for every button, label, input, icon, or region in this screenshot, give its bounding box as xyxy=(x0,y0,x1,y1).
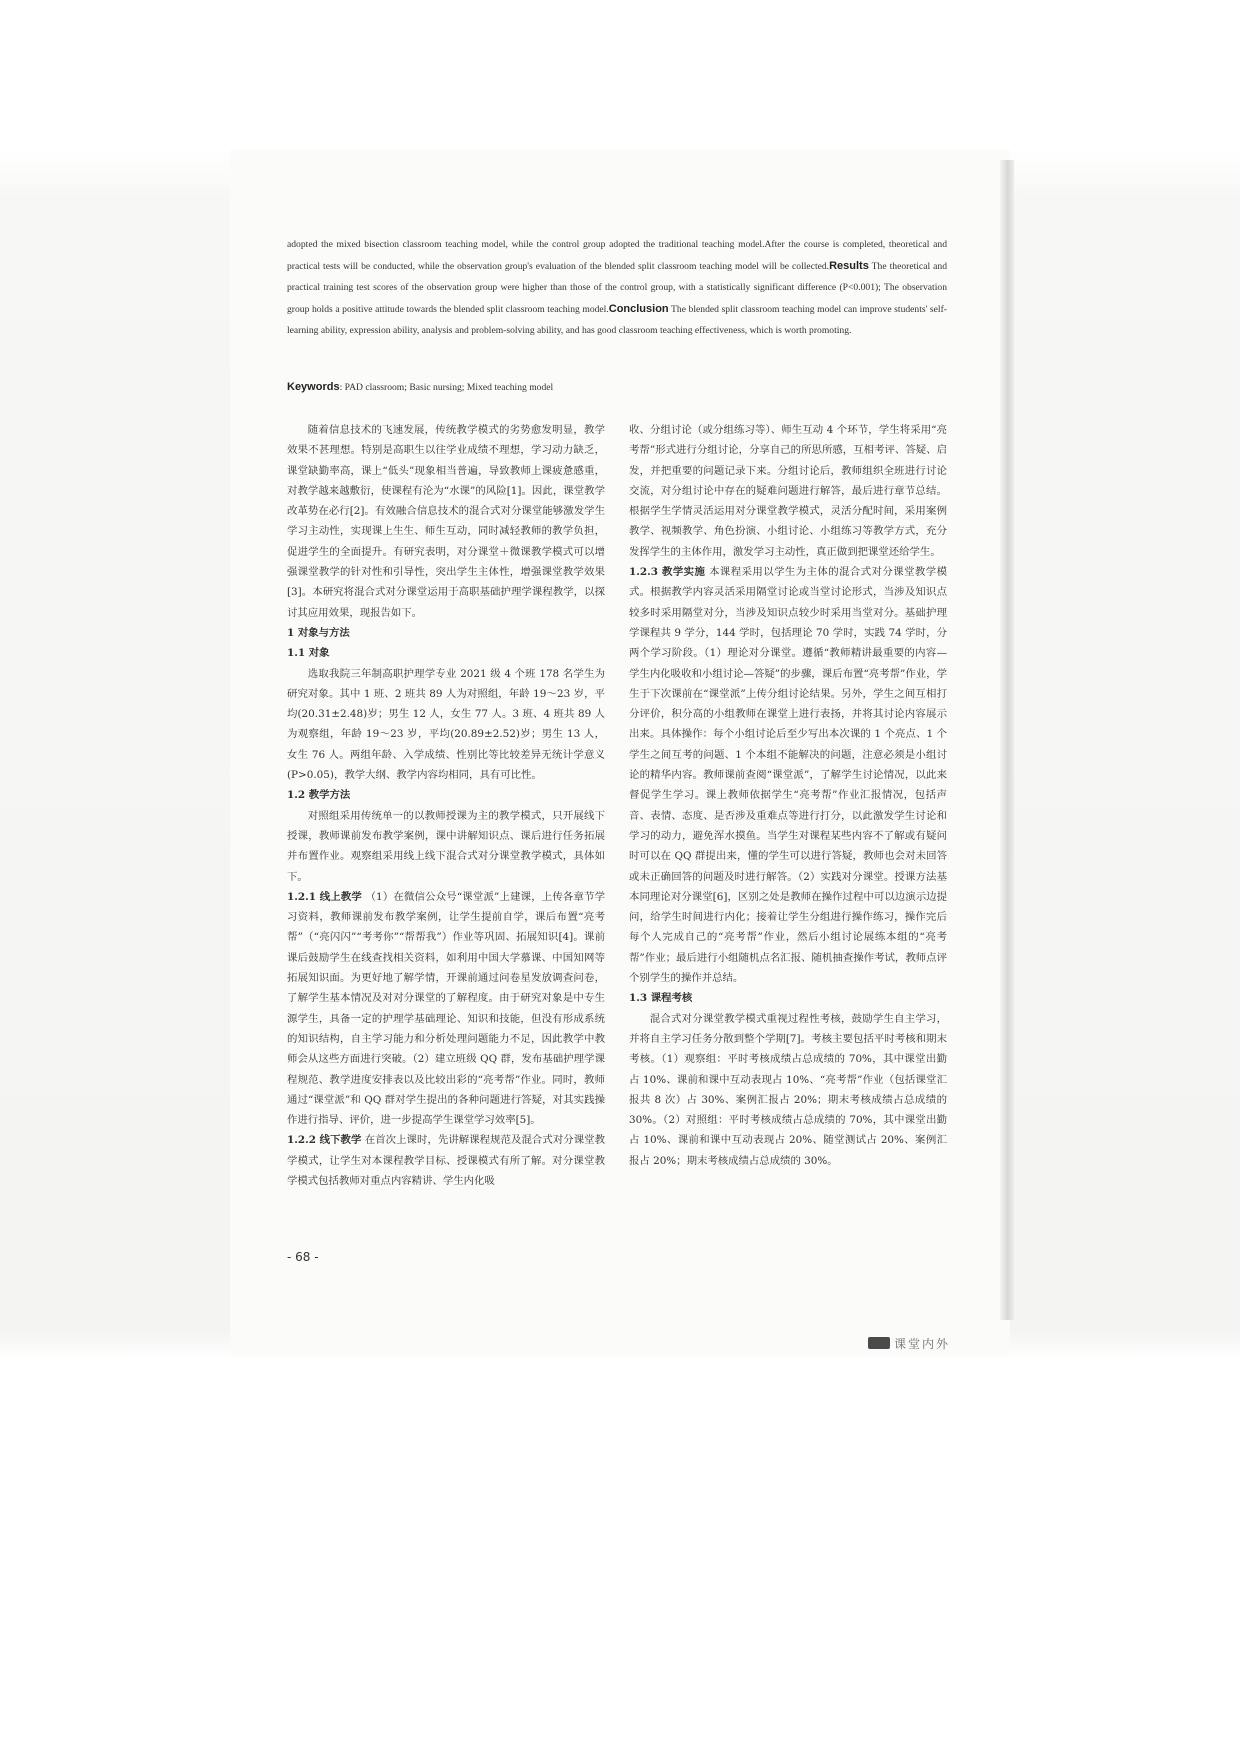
left-column xyxy=(287,420,605,1240)
journal-footer-mark xyxy=(868,1336,1000,1350)
journal-name: 课堂内外 xyxy=(894,1336,951,1351)
section-heading-1-2: 1.2 教学方法 xyxy=(287,789,351,802)
keywords-label: Keywords xyxy=(287,381,340,393)
section-heading-1: 1 对象与方法 xyxy=(287,626,350,639)
intro-paragraph: 随着信息技术的飞速发展，传统教学模式的劣势愈发明显，教学效果不甚理想。特别是高职生以往学业成绩不理想，学习动力缺乏，课堂缺勤率高，课上“低头”现象相当普遍，导致教师上课疲惫感重，对教学越来越敷衍，使课程有沦为“水课”的风险[1]。因此，课堂教学改革势在必行[2]。有效融合信息技术的混合式对分课堂能够激发学生学习主动性，实现课上生生、师生互动，同时减轻教师的教学负担，促进学生的全面提升。有研究表明，对分课堂＋微课教学模式可以增强课堂教学的针对性和引导性，突出学生主体性，增强课堂教学效果[3]。本研究将混合式对分课堂运用于高职基础护理学课程教学，以探讨其应用效果，现报告如下。 xyxy=(287,424,605,619)
conclusion-label: Conclusion xyxy=(608,302,669,315)
paragraph-1-2-3: 本课程采用以学生为主体的混合式对分课堂教学模式。根据教学内容灵活采用隔堂讨论或当堂讨论形式，当涉及知识点较多时采用隔堂对分，当涉及知识点较少时采用当堂对分。基础护理学课程共 9 学分，144 学时，包括理论 70 学时，实践 74 学时，分两个学习阶段。（1）理论对分课堂。遵循“教师精讲最重要的内容—学生内化吸收和小组讨论—答疑”的步骤，课后布置“亮考帮”作业，学生于下次课前在“课堂派”上传分组讨论结果。另外，学生之间互相打分评价，积分高的小组教师在课堂上进行表扬，并将其讨论内容展示出来。具体操作：每个小组讨论后至少写出本次课的 1 个亮点、1 个学生之间互考的问题、1 个本组不能解决的问题，注意必须是小组讨论的精华内容。教师课前查阅“课堂派”，了解学生讨论情况，以此来督促学生学习。课上教师依据学生“亮考帮”作业汇报情况，包括声音、表情、态度、是否涉及重难点等进行打分，以此激发学生讨论和学习的动力，避免浑水摸鱼。当学生对课程某些内容不了解或有疑问时可以在 QQ 群提出来，懂的学生可以进行答疑，教师也会对未回答或未正确回答的问题及时进行解答。（2）实践对分课堂。授课方法基本同理论对分课堂[6]，区别之处是教师在操作过程中可以边演示边提问，给学生时间进行内化；接着让学生分组进行操作练习，操作完后每个人完成自己的“亮考帮”作业，然后小组讨论展练本组的“亮考帮”作业；最后进行小组随机点名汇报、随机抽查操作考试，教师点评个别学生的操作并总结。 xyxy=(629,566,947,985)
section-heading-1-2-1: 1.2.1 线上教学 xyxy=(287,890,362,903)
english-abstract xyxy=(287,234,947,342)
paragraph-1-2: 对照组采用传统单一的以教师授课为主的教学模式，只开展线下授课，教师课前发布教学案例，课中讲解知识点、课后进行任务拓展并布置作业。观察组采用线上线下混合式对分课堂教学模式，具体如下。 xyxy=(287,809,605,883)
page-number: - 68 - xyxy=(287,1250,319,1264)
section-heading-1-3: 1.3 课程考核 xyxy=(629,992,693,1005)
section-heading-1-2-3: 1.2.3 教学实施 xyxy=(629,566,706,579)
results-label: Results xyxy=(829,259,869,272)
paragraph-1-3: 混合式对分课堂教学模式重视过程性考核，鼓励学生自主学习，并将自主学习任务分散到整个学期[7]。考核主要包括平时考核和期末考核。（1）观察组：平时考核成绩占总成绩的 70%，其中课堂出勤占 10%、课前和课中互动表现占 10%、“亮考帮”作业（包括课堂汇报共 8 次）占 30%、案例汇报占 20%；期末考核成绩占总成绩的 30%。（2）对照组：平时考核成绩占总成绩的 70%，其中课堂出勤占 10%、课前和课中互动表现占 20%、随堂测试占 20%、案例汇报占 20%；期末考核成绩占总成绩的 30%。 xyxy=(629,1012,947,1167)
right-column xyxy=(629,420,947,1240)
keywords-line xyxy=(287,381,947,393)
section-heading-1-1: 1.1 对象 xyxy=(287,647,330,660)
paragraph-1-2-1: （1）在微信公众号“课堂派”上建课，上传各章节学习资料，教师课前发布教学案例，让学生提前自学，课后布置“亮考帮”（“亮闪闪”“考考你”“帮帮我”）作业等巩固、拓展知识[4]。课前课后鼓励学生在线查找相关资料，如利用中国大学慕课、中国知网等拓展知识面。为更好地了解学情，开课前通过问卷星发放调查问卷，了解学生基本情况及对对分课堂的了解程度。由于研究对象是中专生源学生，具备一定的护理学基础理论、知识和技能，但没有形成系统的知识结构，自主学习能力和分析处理问题能力不足，因此教学中教师会从这些方面进行突破。（2）建立班级 QQ 群，发布基础护理学课程规范、教学进度安排表以及比较出彩的“亮考帮”作业。同时，教师通过“课堂派”和 QQ 群对学生提出的各种问题进行答疑，对其实践操作进行指导、评价，进一步提高学生课堂学习效率[5]。 xyxy=(287,890,605,1127)
abstract-methods-text: adopted the mixed bisection classroom teaching model, while the control group adopted the traditional teaching model.After the course is completed, theoretical and practical tests will be conducted, while the observation group's evaluation of the blended split classroom teaching model will be collected. xyxy=(287,239,947,272)
journal-logo-icon xyxy=(868,1337,890,1349)
book-spine-shadow xyxy=(1000,160,1014,1320)
results-text: The theoretical and practical training test scores of the observation group were higher than those of the control group, with a statistically significant difference (P<0.001); The observation group holds a positive attitude towards the blended split classroom teaching model. xyxy=(287,260,948,315)
section-heading-1-2-2: 1.2.2 线下教学 xyxy=(287,1134,362,1147)
paragraph-1-1: 选取我院三年制高职护理学专业 2021 级 4 个班 178 名学生为研究对象。其中 1 班、2 班共 89 人为对照组，年龄 19～23 岁，平均(20.31±2.48)岁；男生 12 人，女生 77 人。3 班、4 班共 89 人为观察组，年龄 19～23 岁，平均(20.89±2.52)岁；男生 13 人，女生 76 人。两组年龄、入学成绩、性别比等比较差异无统计学意义(P>0.05)，教学大纲、教学内容均相同，具有可比性。 xyxy=(287,667,605,782)
paragraph-1-2-2: 在首次上课时，先讲解课程规范及混合式对分课堂教学模式，让学生对本课程教学目标、授课模式有所了解。对分课堂教学模式包括教师对重点内容精讲、学生内化吸 xyxy=(287,1134,605,1187)
keywords-text: : PAD classroom; Basic nursing; Mixed teaching model xyxy=(339,382,554,393)
conclusion-text: The blended split classroom teaching model can improve students' self-learning ability, expression ability, analysis and problem-solving ability, and has good classroom teaching effectiveness, which is worth promoting. xyxy=(287,303,947,336)
continued-paragraph: 收、分组讨论（或分组练习等）、师生互动 4 个环节，学生将采用“亮考帮”形式进行分组讨论，分享自己的所思所感，互相考评、答疑、启发，并把重要的问题记录下来。分组讨论后，教师组织全班进行讨论交流，对分组讨论中存在的疑难问题进行解答，最后进行章节总结。根据学生学情灵活运用对分课堂教学模式，灵活分配时间，采用案例教学、视频教学、角色扮演、小组讨论、小组练习等教学方式，充分发挥学生的主体作用，激发学习主动性，真正做到把课堂还给学生。 xyxy=(629,424,947,558)
